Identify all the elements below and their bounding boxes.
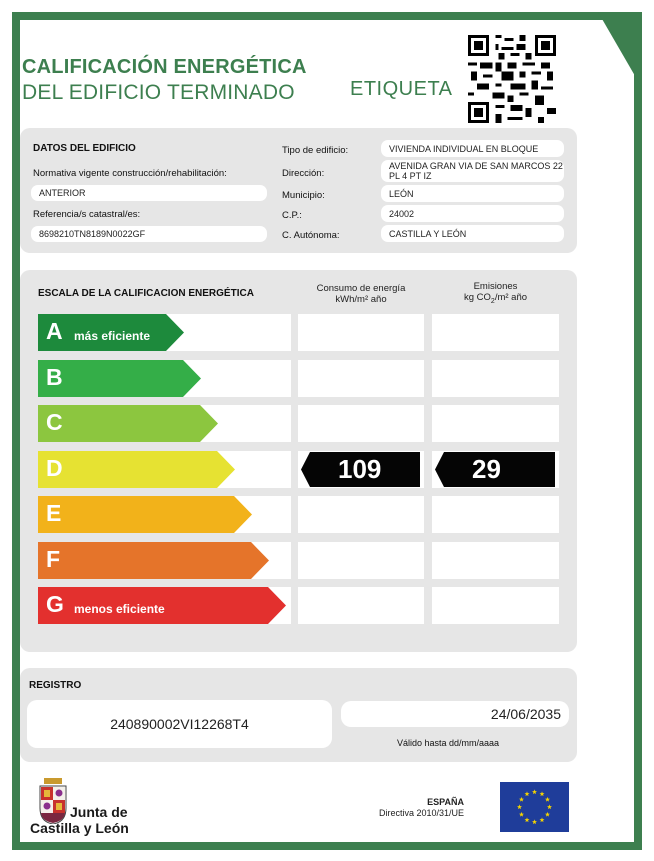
energy-cell-d bbox=[298, 451, 424, 488]
rating-row-f bbox=[38, 542, 291, 579]
emissions-unit-sub: 2 bbox=[490, 297, 495, 305]
emissions-column-header bbox=[432, 281, 559, 307]
address-label: Dirección: bbox=[282, 168, 325, 179]
region-label: C. Autónoma: bbox=[282, 230, 340, 241]
energy-cell-e bbox=[298, 496, 424, 533]
energy-column-header bbox=[298, 283, 424, 305]
rating-bar-e bbox=[38, 496, 252, 533]
rating-letter: C bbox=[46, 409, 63, 435]
eu-flag-icon bbox=[500, 782, 569, 832]
rating-bar-f bbox=[38, 542, 269, 579]
energy-cell-a bbox=[298, 314, 424, 351]
energy-header-line1: Consumo de energía bbox=[316, 283, 406, 294]
emissions-cell-e bbox=[432, 496, 559, 533]
rating-description: menos eficiente bbox=[74, 602, 165, 616]
emissions-cell-a bbox=[432, 314, 559, 351]
directive-label: Directiva 2010/31/UE bbox=[378, 808, 464, 818]
energy-cell-b bbox=[298, 360, 424, 397]
type-label: Tipo de edificio: bbox=[282, 145, 349, 156]
regulation-label: Normativa vigente construcción/rehabilitación: bbox=[33, 168, 227, 179]
cadastral-label: Referencia/s catastral/es: bbox=[33, 209, 141, 220]
emissions-value: 29 bbox=[472, 454, 501, 484]
emissions-header-line2 bbox=[432, 292, 559, 307]
castilla-leon-crest-icon bbox=[38, 778, 68, 824]
registry-number: 240890002VI12268T4 bbox=[27, 700, 332, 748]
rating-row-b bbox=[38, 360, 291, 397]
corner-fold bbox=[598, 12, 642, 88]
region-value: CASTILLA Y LEÓN bbox=[381, 225, 564, 242]
valid-until-label: Válido hasta dd/mm/aaaa bbox=[397, 738, 500, 748]
emissions-cell-b bbox=[432, 360, 559, 397]
energy-value: 109 bbox=[338, 454, 382, 484]
title-line-2: DEL EDIFICIO TERMINADO bbox=[22, 81, 295, 104]
energy-cell-f bbox=[298, 542, 424, 579]
regulation-value: ANTERIOR bbox=[31, 185, 267, 201]
municipality-value: LEÓN bbox=[381, 185, 564, 202]
qr-code-icon bbox=[468, 35, 556, 123]
municipality-label: Municipio: bbox=[282, 190, 325, 201]
rating-row-e bbox=[38, 496, 291, 533]
emissions-value-arrow bbox=[432, 451, 555, 493]
rating-letter: E bbox=[46, 500, 62, 526]
etiqueta-label: ETIQUETA bbox=[350, 78, 453, 100]
rating-letter: B bbox=[46, 364, 63, 390]
postal-value: 24002 bbox=[381, 205, 564, 222]
emissions-header-line1: Emisiones bbox=[473, 281, 518, 292]
rating-letter: F bbox=[46, 546, 61, 572]
rating-letter: G bbox=[46, 591, 64, 617]
rating-row-c bbox=[38, 405, 291, 442]
emissions-cell-f bbox=[432, 542, 559, 579]
emissions-cell-g bbox=[432, 587, 559, 624]
emissions-unit-b: /m² año bbox=[494, 292, 528, 303]
postal-label: C.P.: bbox=[282, 210, 302, 221]
emissions-unit-a: kg CO bbox=[463, 292, 491, 303]
rating-bar-d bbox=[38, 451, 235, 488]
emissions-cell-c bbox=[432, 405, 559, 442]
rating-description: más eficiente bbox=[74, 329, 151, 343]
valid-until-date: 24/06/2035 bbox=[341, 701, 569, 727]
building-section-title: DATOS DEL EDIFICIO bbox=[33, 143, 136, 154]
rating-row-g bbox=[38, 587, 291, 624]
country-label: ESPAÑA bbox=[427, 797, 464, 807]
rating-bar-c bbox=[38, 405, 218, 442]
title-line-1: CALIFICACIÓN ENERGÉTICA bbox=[22, 56, 307, 78]
energy-value-arrow bbox=[298, 451, 420, 493]
rating-row-d bbox=[38, 451, 291, 488]
registry-section-title: REGISTRO bbox=[29, 680, 82, 691]
energy-cell-c bbox=[298, 405, 424, 442]
rating-row-a bbox=[38, 314, 291, 351]
emissions-cell-d bbox=[432, 451, 559, 488]
address-value: AVENIDA GRAN VIA DE SAN MARCOS 22 PL 4 PT IZ bbox=[381, 160, 564, 182]
cadastral-value: 8698210TN8189N0022GF bbox=[31, 226, 267, 242]
rating-letter: D bbox=[46, 455, 63, 481]
type-value: VIVIENDA INDIVIDUAL EN BLOQUE bbox=[381, 140, 564, 157]
logo-line-1: Junta de bbox=[70, 804, 128, 820]
energy-header-line2: kWh/m² año bbox=[335, 294, 387, 305]
rating-letter: A bbox=[46, 318, 63, 344]
logo-line-2: Castilla y León bbox=[30, 820, 129, 836]
scale-section-title: ESCALA DE LA CALIFICACION ENERGÉTICA bbox=[38, 288, 254, 299]
energy-cell-g bbox=[298, 587, 424, 624]
